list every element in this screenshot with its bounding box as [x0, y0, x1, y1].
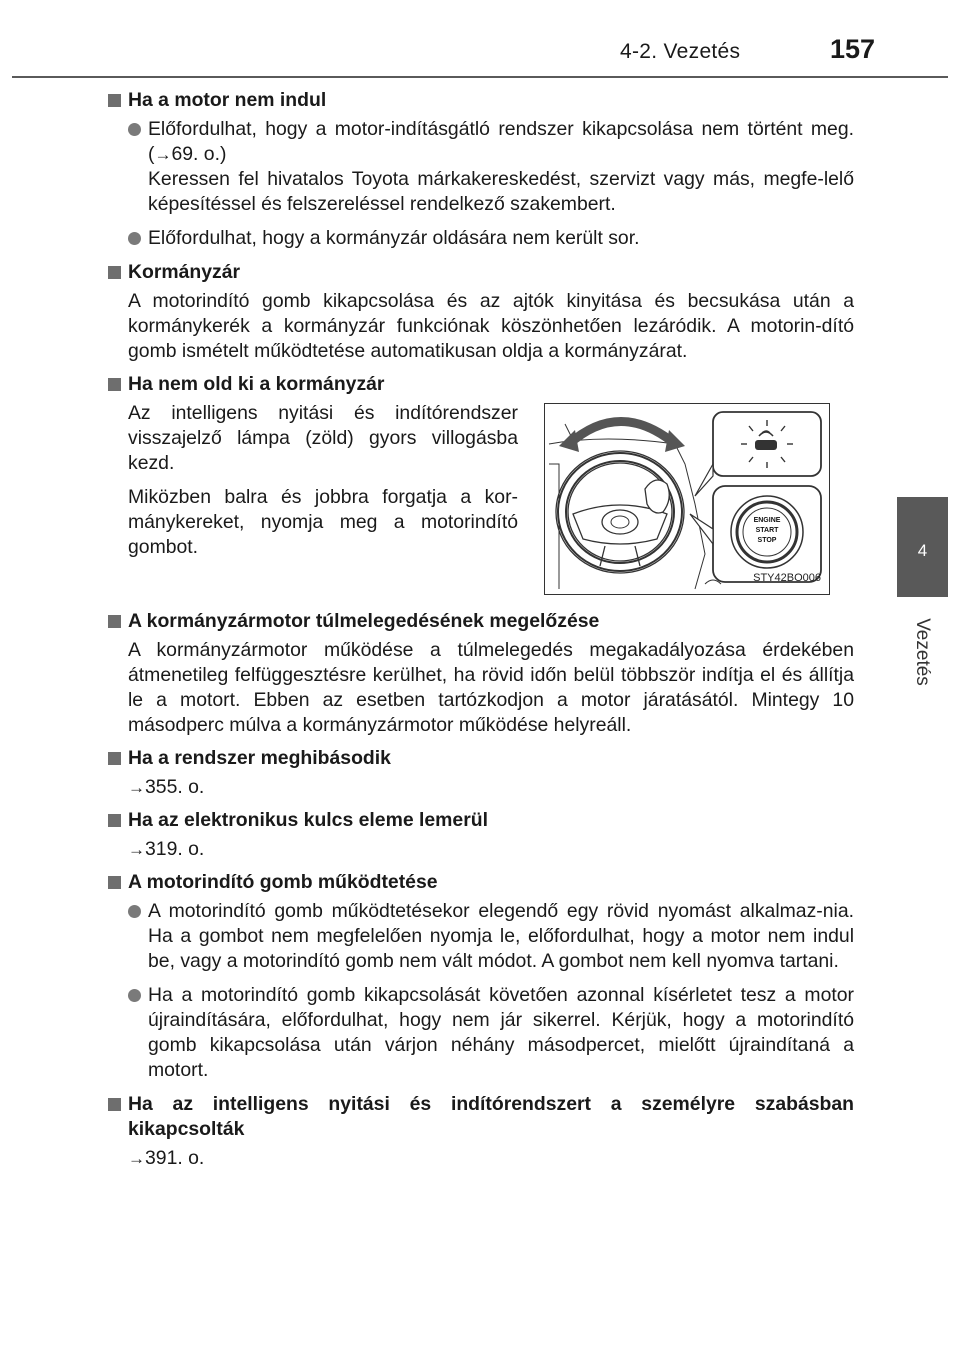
section-button-operation: [108, 870, 854, 1083]
section-body: A motorindító gomb kikapcsolása és az ajtók kinyitása és becsukása után a kormánykerék a kormányzár funkciónak köszönhetően lezáródik. A motorin-dító gomb ismételt működtetése automatikusan oldja a kormányzárat.: [128, 290, 854, 362]
square-marker-icon: [108, 94, 121, 107]
page-reference: →391. o.: [128, 1147, 205, 1169]
page-reference: →319. o.: [128, 838, 205, 860]
bullet-item: A motorindító gomb működtetésekor elegendő egy rövid nyomást alkalmaz-nia. Ha a gombot nem megfelelően nyomja le, előfordulhat, hogy a motor nem indul be, vagy a motorindító gomb nem vált módot. A gombot nem kell nyomva tartani.: [108, 899, 854, 974]
section-heading: A motorindító gomb működtetése: [108, 870, 854, 895]
section-heading: Ha a rendszer meghibásodik: [108, 746, 854, 771]
instruction-text: [108, 401, 518, 569]
bullet-dot-icon: [128, 123, 141, 136]
arrow-icon: →: [128, 1149, 145, 1168]
section-customization-off: [108, 1092, 854, 1171]
arrow-icon: →: [128, 840, 145, 859]
arrow-icon: →: [154, 145, 172, 164]
engine-label: ENGINE: [753, 517, 781, 524]
bullet-item: Előfordulhat, hogy a kormányzár oldására nem került sor.: [108, 226, 854, 251]
paragraph: Az intelligens nyitási és indítórendszer visszajelző lámpa (zöld) gyors villogásba kezd.: [128, 402, 518, 474]
page-content: [108, 88, 854, 1179]
square-marker-icon: [108, 814, 121, 827]
section-heading: Ha az intelligens nyitási és indítórendszert a személyre szabásban kikapcsolták: [108, 1092, 854, 1142]
section-engine-not-start: [108, 88, 854, 251]
section-heading: Kormányzár: [108, 260, 854, 285]
square-marker-icon: [108, 378, 121, 391]
start-label: START: [755, 527, 779, 534]
bullet-item: Ha a motorindító gomb kikapcsolását követően azonnal kísérletet tesz a motor újraindítására, előfordulhat, hogy nem jár sikerrel. Kérjük, hogy a motorindító gomb kikapcsolása után várjon néhány másodpercet, mielőtt újraindítaná a motort.: [108, 983, 854, 1083]
section-key-battery: [108, 808, 854, 862]
square-marker-icon: [108, 615, 121, 628]
section-heading: Ha nem old ki a kormányzár: [108, 372, 854, 397]
square-marker-icon: [108, 1098, 121, 1111]
chapter-label: Vezetés: [912, 618, 933, 686]
section-heading: Ha a motor nem indul: [108, 88, 854, 113]
bullet-dot-icon: [128, 232, 141, 245]
figure-code: STY42BO006: [753, 572, 821, 584]
stop-label: STOP: [757, 537, 777, 544]
square-marker-icon: [108, 266, 121, 279]
section-heading: A kormányzármotor túlmelegedésének megelőzése: [108, 609, 854, 634]
section-lock-not-released: [108, 372, 854, 595]
section-system-failure: [108, 746, 854, 800]
header-rule: [12, 76, 948, 78]
chapter-number: 4: [917, 541, 928, 560]
page-number: 157: [830, 34, 876, 64]
section-heading: Ha az elektronikus kulcs eleme lemerül: [108, 808, 854, 833]
square-marker-icon: [108, 876, 121, 889]
section-overheating: [108, 609, 854, 738]
chapter-tab: [897, 497, 948, 597]
section-steering-lock: [108, 260, 854, 364]
section-body: A kormányzármotor működése a túlmelegedés megakadályozása érdekében átmenetileg felfüggesztésre kerülhet, ha rövid időn belül többször indítja el és állítja le a motort. Ebben az esetben tartózkodjon a motor járatásától. Mintegy 10 másodperc múlva a kormányzármotor működése helyreáll.: [128, 639, 854, 736]
page-reference: →355. o.: [128, 776, 205, 798]
arrow-icon: →: [128, 778, 145, 797]
section-title: 4-2. Vezetés: [620, 40, 741, 63]
bullet-dot-icon: [128, 989, 141, 1002]
steering-wheel-illustration: [544, 403, 830, 595]
bullet-item: Előfordulhat, hogy a motor-indításgátló rendszer kikapcsolása nem történt meg. (→69. o.) Keressen fel hivatalos Toyota márkakereskedést, szervizt vagy más, megfe-lelő képesítéssel és felszereléssel rendelkező szakembert.: [108, 117, 854, 217]
square-marker-icon: [108, 752, 121, 765]
paragraph: Miközben balra és jobbra forgatja a kor-mánykereket, nyomja meg a motorindító gombot.: [128, 486, 518, 558]
bullet-dot-icon: [128, 905, 141, 918]
